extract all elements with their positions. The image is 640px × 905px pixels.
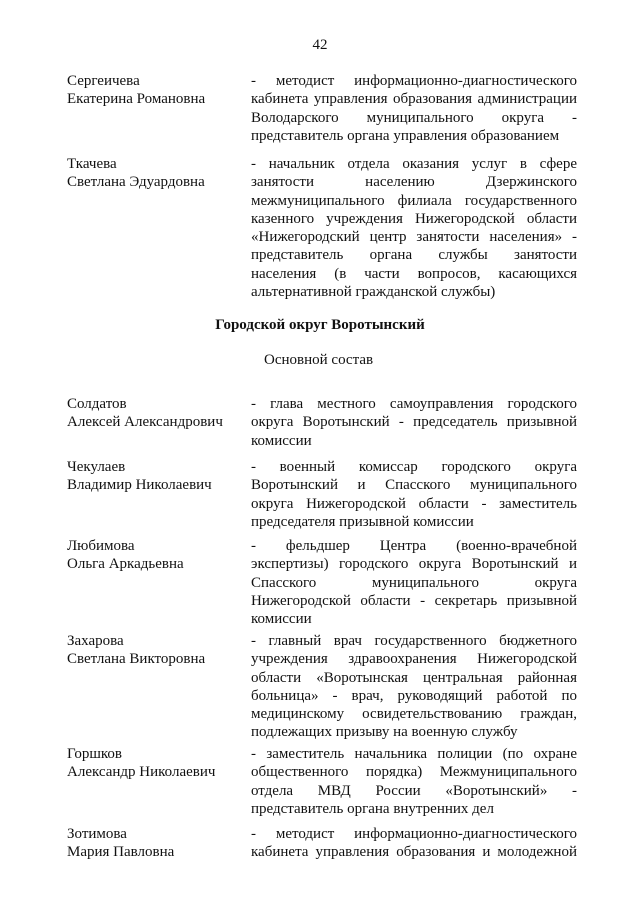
member-given-names: Светлана Викторовна (67, 651, 206, 668)
description-line: занятости населению Дзержинского (251, 174, 577, 191)
member-given-names: Владимир Николаевич (67, 477, 212, 494)
description-line: - заместитель начальника полиции (по охране (251, 746, 577, 762)
description-line: общественного порядка) Межмуниципального (251, 764, 577, 781)
description-line: альтернативной гражданской службы) (251, 284, 496, 301)
member-entry (67, 458, 577, 531)
description-line: экспертизы) городского округа Воротынский и (251, 556, 577, 573)
member-name (67, 745, 242, 782)
member-given-names: Ольга Аркадьевна (67, 556, 184, 573)
member-surname: Чекулаев (67, 459, 126, 475)
member-description (251, 745, 577, 818)
description-line: округа Нижегородской области - заместитель (251, 495, 577, 512)
member-description (251, 632, 577, 742)
description-line: кабинета управления образования и молодежной (251, 844, 577, 861)
member-given-names: Светлана Эдуардовна (67, 174, 205, 191)
description-line: комиссии (251, 432, 312, 449)
description-line: медицинскому освидетельствованию граждан, (251, 706, 577, 723)
member-name (67, 632, 242, 669)
member-name (67, 825, 242, 862)
description-line: - методист информационно-диагностического (251, 73, 577, 89)
description-line: Нижегородской области - секретарь призывной (251, 592, 577, 609)
member-given-names: Мария Павловна (67, 844, 175, 861)
description-line: - методист информационно-диагностического (251, 826, 577, 842)
member-surname: Ткачева (67, 156, 117, 172)
member-entry (67, 155, 577, 301)
description-line: представитель органа службы занятости (251, 247, 577, 264)
description-line: представитель органа управления образованием (251, 127, 560, 144)
description-line: межмуниципального филиала государственного (251, 192, 577, 209)
member-given-names: Александр Николаевич (67, 764, 216, 781)
description-line: кабинета управления образования администрации (251, 91, 577, 108)
member-surname: Любимова (67, 538, 135, 554)
member-name (67, 458, 242, 495)
description-line: представитель органа внутренних дел (251, 800, 494, 817)
description-line: - глава местного самоуправления городского (251, 396, 577, 412)
member-name (67, 537, 242, 574)
member-entry (67, 745, 577, 818)
member-name (67, 155, 242, 192)
description-line: округа Воротынский - председатель призывной (251, 414, 577, 431)
description-line: комиссии (251, 611, 312, 628)
description-line: подлежащих призыву на военную службу (251, 724, 518, 741)
member-entry (67, 395, 577, 450)
member-description (251, 537, 577, 628)
member-entry (67, 632, 577, 742)
description-line: отдела МВД России «Воротынский» - (251, 782, 577, 799)
member-surname: Солдатов (67, 396, 127, 412)
member-entry (67, 825, 577, 862)
description-line: председателя призывной комиссии (251, 513, 474, 530)
member-description (251, 458, 577, 531)
description-line: Воротынский и Спасского муниципального (251, 477, 577, 494)
member-entry (67, 72, 577, 145)
description-line: области «Воротынская центральная районная (251, 669, 577, 686)
member-description (251, 155, 577, 301)
member-given-names: Алексей Александрович (67, 414, 223, 431)
page-number: 42 (312, 37, 328, 53)
member-name (67, 72, 242, 109)
description-line: - фельдшер Центра (военно-врачебной (251, 538, 577, 554)
description-line: казенного учреждения Нижегородской области (251, 210, 577, 227)
description-line: учреждения здравоохранения Нижегородской (251, 651, 577, 668)
member-description (251, 72, 577, 145)
member-description (251, 395, 577, 450)
member-description (251, 825, 577, 862)
description-line: - начальник отдела оказания услуг в сфере (251, 156, 577, 172)
member-name (67, 395, 242, 432)
description-line: населения (в части вопросов, касающихся (251, 265, 577, 282)
member-surname: Сергеичева (67, 73, 140, 89)
description-line: Володарского муниципального округа - (251, 109, 577, 126)
member-surname: Зотимова (67, 826, 127, 842)
description-line: - главный врач государственного бюджетного (251, 633, 577, 649)
description-line: Спасского муниципального округа (251, 574, 577, 591)
member-entry (67, 537, 577, 628)
member-surname: Захарова (67, 633, 124, 649)
description-line: «Нижегородский центр занятости населения» - (251, 229, 577, 246)
member-given-names: Екатерина Романовна (67, 91, 206, 108)
section-title: Городской округ Воротынский (215, 317, 425, 333)
description-line: - военный комиссар городского округа (251, 459, 577, 475)
subsection-title: Основной состав (264, 352, 374, 368)
member-surname: Горшков (67, 746, 123, 762)
description-line: больница» - врач, руководящий работой по (251, 687, 577, 704)
